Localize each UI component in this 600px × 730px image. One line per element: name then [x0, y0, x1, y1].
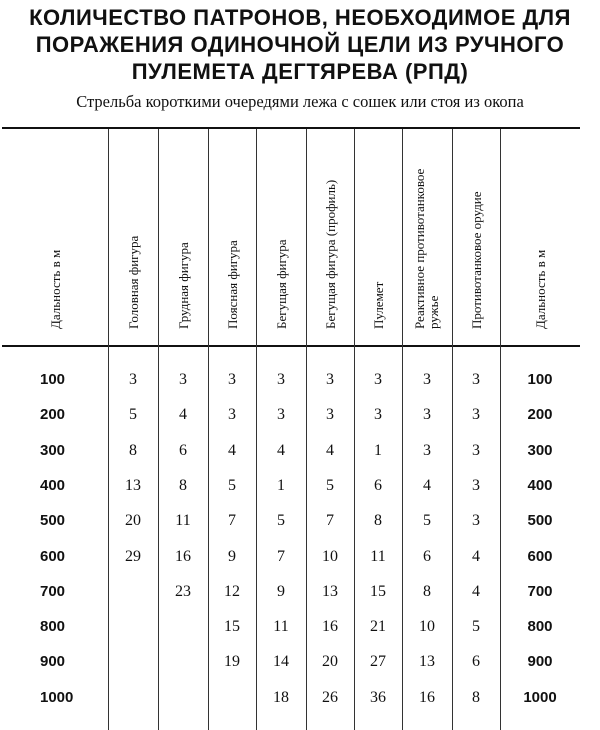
rounds-cell: 3	[326, 371, 334, 388]
rounds-cell: 13	[419, 653, 435, 671]
rounds-cell: 10	[322, 547, 338, 565]
rounds-cell: 8	[129, 441, 137, 459]
range-cell: 300	[40, 441, 66, 459]
rounds-cell: 4	[423, 476, 431, 494]
rounds-cell: 13	[322, 582, 338, 600]
rounds-cell: 36	[370, 688, 386, 706]
range-cell: 400	[527, 476, 553, 494]
range-cell: 600	[527, 547, 553, 565]
rounds-cell: 6	[423, 547, 431, 565]
column-header-range-right	[500, 129, 580, 345]
rounds-cell: 3	[423, 441, 431, 459]
range-cell: 900	[527, 653, 553, 671]
rounds-cell: 7	[326, 512, 334, 530]
range-cell: 200	[40, 406, 66, 424]
rounds-cell: 3	[277, 371, 285, 388]
rounds-cell: 15	[370, 582, 386, 600]
rounds-cell: 5	[228, 476, 236, 494]
column-header-head-figure	[108, 129, 158, 345]
rounds-cell: 3	[472, 441, 480, 459]
subtitle: Стрельба короткими очередями лежа с сошек или стоя из окопа	[76, 92, 524, 111]
column-header-waist-figure	[208, 129, 256, 345]
page-title	[0, 4, 600, 85]
rounds-cell: 8	[179, 476, 187, 494]
range-cell: 600	[40, 547, 66, 565]
rounds-cell: 8	[374, 512, 382, 530]
rounds-cell: 11	[273, 618, 289, 636]
column-header-label: Дальность в м	[533, 249, 548, 329]
rounds-cell: 5	[277, 512, 285, 530]
rounds-cell: 20	[125, 512, 141, 530]
column-header-running-figure-profile	[306, 129, 354, 345]
rounds-cell: 16	[322, 618, 338, 636]
column-header-range	[2, 129, 108, 345]
rounds-cell: 13	[125, 476, 141, 494]
header-separator-rule	[2, 345, 580, 347]
rounds-cell: 4	[472, 547, 480, 565]
rounds-cell: 5	[472, 618, 480, 636]
range-cell: 100	[527, 371, 553, 388]
rounds-cell: 6	[179, 441, 187, 459]
rounds-cell: 19	[224, 653, 240, 671]
rounds-cell: 5	[129, 406, 137, 424]
rounds-cell: 8	[423, 582, 431, 600]
rounds-cell: 3	[472, 406, 480, 424]
column-header-label: Пулемет	[371, 281, 386, 329]
range-cell: 800	[527, 618, 553, 636]
range-cell: 400	[40, 476, 66, 494]
range-cell: 500	[527, 512, 553, 530]
column-header-chest-figure	[158, 129, 208, 345]
rounds-cell: 16	[419, 688, 435, 706]
rounds-cell: 1	[277, 476, 285, 494]
range-cell: 300	[527, 441, 553, 459]
rounds-cell: 18	[273, 688, 289, 706]
rounds-cell: 21	[370, 618, 386, 636]
rounds-cell: 3	[374, 371, 382, 388]
rounds-cell: 3	[374, 406, 382, 424]
rounds-cell: 3	[472, 371, 480, 388]
column-header-label: Головная фигура	[126, 235, 141, 329]
column-header-label: Бегущая фигура	[274, 239, 289, 329]
rounds-cell: 3	[326, 406, 334, 424]
rounds-cell: 16	[175, 547, 191, 565]
column-header-machine-gun	[354, 129, 402, 345]
range-cell: 800	[40, 618, 66, 636]
rounds-cell: 3	[423, 371, 431, 388]
rounds-cell: 6	[472, 653, 480, 671]
column-header-running-figure	[256, 129, 306, 345]
rounds-cell: 9	[277, 582, 285, 600]
range-cell: 1000	[523, 688, 557, 706]
rounds-cell: 3	[472, 512, 480, 530]
rounds-cell: 14	[273, 653, 289, 671]
rounds-cell: 29	[125, 547, 141, 565]
rounds-cell: 10	[419, 618, 435, 636]
column-header-recoilless-rifle	[402, 129, 452, 345]
range-cell: 100	[40, 371, 66, 388]
rounds-cell: 4	[179, 406, 187, 424]
rounds-cell: 8	[472, 688, 480, 706]
rounds-cell: 27	[370, 653, 386, 671]
rounds-cell: 20	[322, 653, 338, 671]
rounds-cell: 1	[374, 441, 382, 459]
rounds-cell: 15	[224, 618, 240, 636]
rounds-cell: 26	[322, 688, 338, 706]
rounds-cell: 11	[370, 547, 386, 565]
column-header-label: Реактивное противотанковое ружье	[412, 168, 441, 329]
range-cell: 1000	[40, 688, 74, 706]
range-cell: 700	[40, 582, 66, 600]
rounds-cell: 3	[228, 371, 236, 388]
rounds-cell: 23	[175, 582, 191, 600]
rounds-cell: 4	[277, 441, 285, 459]
column-header-label: Грудная фигура	[176, 242, 191, 329]
range-cell: 500	[40, 512, 66, 530]
column-header-label: Поясная фигура	[225, 240, 240, 329]
rounds-cell: 3	[472, 476, 480, 494]
title-line-1: КОЛИЧЕСТВО ПАТРОНОВ, НЕОБХОДИМОЕ ДЛЯ	[29, 5, 571, 30]
range-cell: 900	[40, 653, 66, 671]
column-header-label: Дальность в м	[48, 249, 63, 329]
rounds-cell: 5	[326, 476, 334, 494]
rounds-cell: 7	[277, 547, 285, 565]
range-cell: 700	[527, 582, 553, 600]
rounds-cell: 3	[129, 371, 137, 388]
title-line-3: ПУЛЕМЕТА ДЕГТЯРЕВА (РПД)	[131, 59, 469, 84]
rounds-cell: 3	[228, 406, 236, 424]
rounds-cell: 6	[374, 476, 382, 494]
column-header-label: Бегущая фигура (профиль)	[323, 179, 338, 329]
rounds-cell: 4	[228, 441, 236, 459]
rounds-cell: 7	[228, 512, 236, 530]
rounds-cell: 3	[179, 371, 187, 388]
rounds-cell: 11	[175, 512, 191, 530]
rounds-cell: 3	[423, 406, 431, 424]
rounds-cell: 3	[277, 406, 285, 424]
range-cell: 200	[527, 406, 553, 424]
rounds-cell: 12	[224, 582, 240, 600]
rounds-cell: 5	[423, 512, 431, 530]
rounds-cell: 9	[228, 547, 236, 565]
column-header-antitank-gun	[452, 129, 500, 345]
rounds-cell: 4	[326, 441, 334, 459]
title-line-2: ПОРАЖЕНИЯ ОДИНОЧНОЙ ЦЕЛИ ИЗ РУЧНОГО	[35, 32, 565, 57]
column-header-label: Противотанковое орудие	[469, 191, 484, 329]
rounds-cell: 4	[472, 582, 480, 600]
